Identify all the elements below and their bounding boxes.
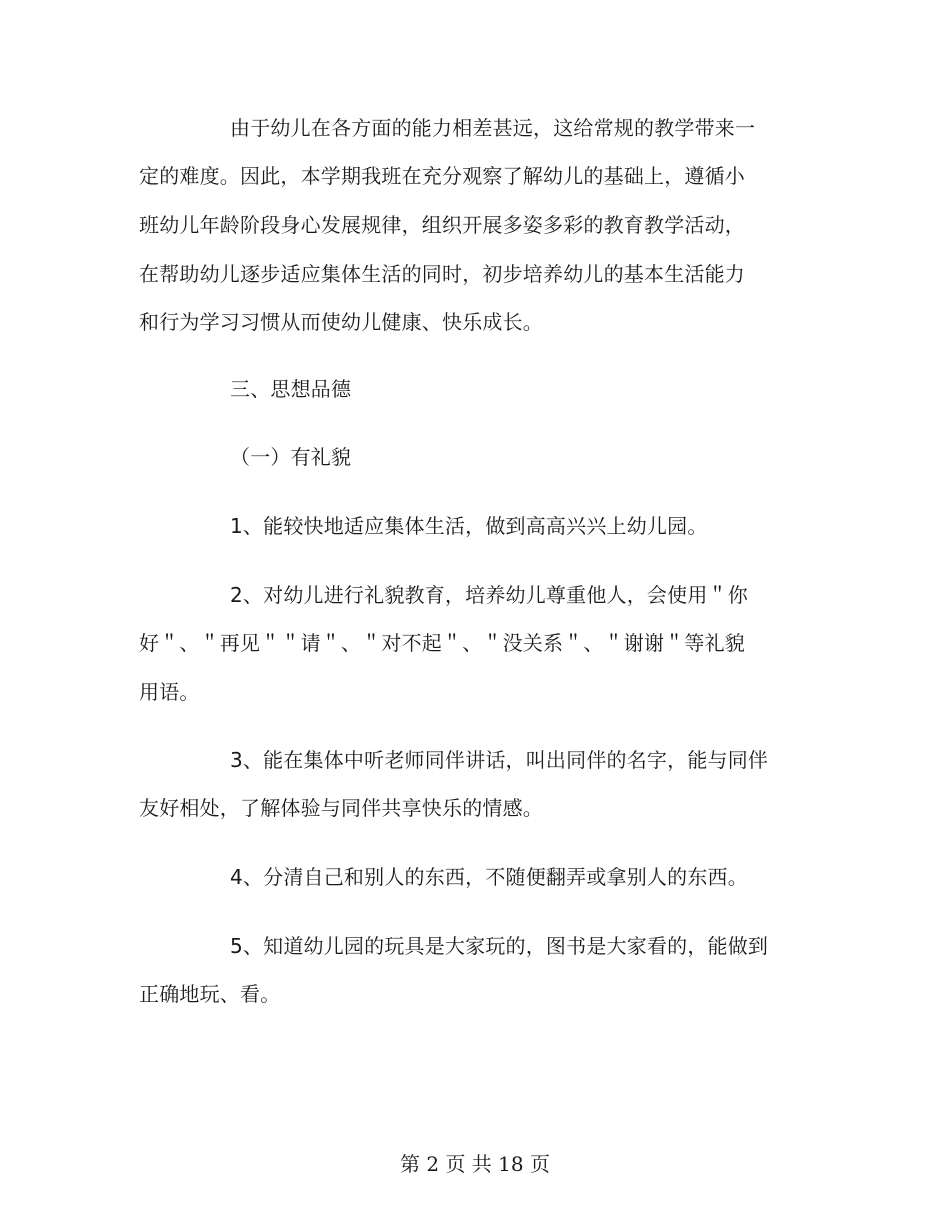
page-number-footer: 第 2 页 共 18 页 — [400, 1152, 550, 1176]
paragraph-line: 定的难度。因此，本学期我班在充分观察了解幼儿的基础上，遵循小 — [139, 164, 745, 188]
paragraph-line: 班幼儿年龄阶段身心发展规律，组织开展多姿多彩的教育教学活动， — [139, 213, 745, 237]
list-item-continuation: 用语。 — [139, 680, 200, 704]
list-item: 3、能在集体中听老师同伴讲话，叫出同伴的名字，能与同伴 — [230, 748, 769, 772]
list-item: 4、分清自己和别人的东西，不随便翻弄或拿别人的东西。 — [230, 865, 748, 889]
list-item: 2、对幼儿进行礼貌教育，培养幼儿尊重他人，会使用＂你 — [230, 583, 748, 607]
list-item: 5、知道幼儿园的玩具是大家玩的，图书是大家看的，能做到 — [230, 934, 769, 958]
paragraph-line: 由于幼儿在各方面的能力相差甚远，这给常规的教学带来一 — [230, 116, 756, 140]
paragraph-line: 和行为学习习惯从而使幼儿健康、快乐成长。 — [139, 310, 543, 334]
list-item-continuation: 正确地玩、看。 — [139, 982, 281, 1006]
list-item-continuation: 友好相处，了解体验与同伴共享快乐的情感。 — [139, 796, 543, 820]
list-item: 1、能较快地适应集体生活，做到高高兴兴上幼儿园。 — [230, 514, 708, 538]
list-item-continuation: 好＂、＂再见＂＂请＂、＂对不起＂、＂没关系＂、＂谢谢＂等礼貌 — [139, 631, 745, 655]
subsection-heading: （一）有礼貌 — [230, 445, 352, 469]
paragraph-line: 在帮助幼儿逐步适应集体生活的同时，初步培养幼儿的基本生活能力 — [139, 262, 745, 286]
section-heading: 三、思想品德 — [230, 377, 352, 401]
